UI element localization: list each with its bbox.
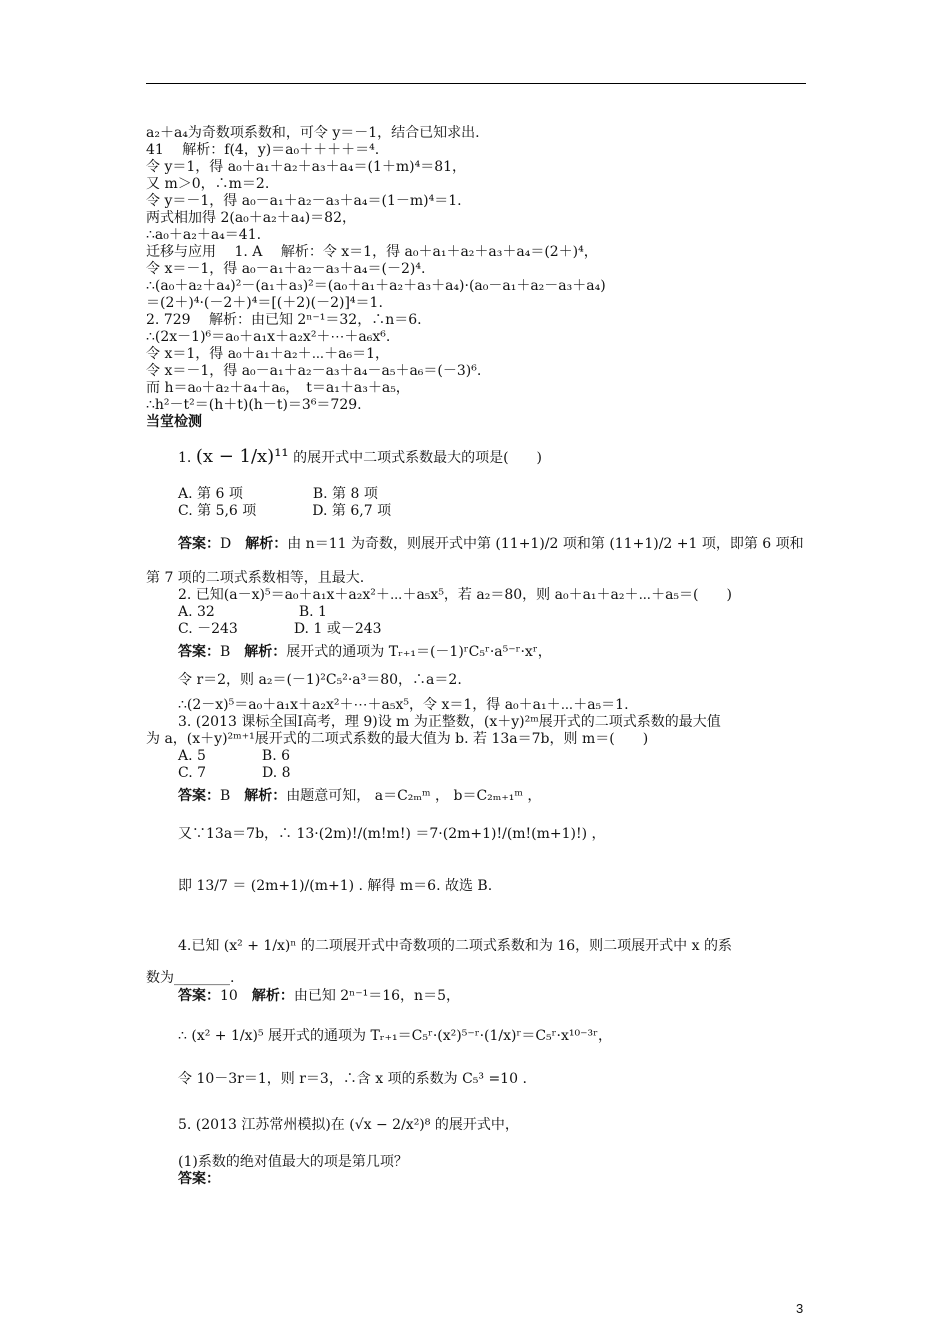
q5-answer-label: 答案： [178,1171,220,1187]
text-line: 41 解析：f(4，y)＝a₀＋＋＋＋＝⁴. [146,142,380,158]
q1-stem [178,448,542,467]
q3-line2: 又∵13a＝7b，∴ 13·(2m)!/(m!m!) ＝7·(2m+1)!/(m!(m+1)!) ， [178,826,606,842]
q2-options-ab: A. 32 B. 1 [178,604,327,620]
answer-label: 答案： [178,644,220,660]
text-line: ∴a₀＋a₂＋a₄＝41. [146,227,262,243]
analysis-label: 解析： [244,644,287,660]
text-line: 两式相加得 2(a₀＋a₂＋a₄)＝82， [146,210,356,226]
q3-answer [178,788,541,805]
analysis-text: 由已知 2ⁿ⁻¹＝16，n＝5， [293,988,460,1004]
q4-line2: ∴ (x² + 1/x)⁵ 展开式的通项为 Tᵣ₊₁＝C₅ʳ·(x²)⁵⁻ʳ·(1/x)ʳ＝C₅ʳ·x¹⁰⁻³ʳ， [178,1028,612,1044]
q3-stem-cont: 为 a，(x＋y)²ᵐ⁺¹展开式的二项式系数的最大值为 b. 若 13a＝7b，则 m＝( ) [146,731,649,747]
q5-sub1: (1)系数的绝对值最大的项是第几项？ [178,1154,408,1170]
q2-line2: 令 r＝2，则 a₂＝(－1)²C₅²·a³＝80，∴a＝2. [178,672,462,688]
text-line: 令 y＝－1，得 a₀－a₁＋a₂－a₃＋a₄＝(1－m)⁴＝1. [146,193,462,209]
text-line: 又 m＞0，∴m＝2. [146,176,270,192]
section-heading: 当堂检测 [146,414,202,430]
text-line: ∴h²－t²＝(h＋t)(h－t)＝3⁶＝729. [146,397,362,413]
q4-line3: 令 10－3r＝1，则 r＝3，∴含 x 项的系数为 C₅³ =10 . [178,1071,527,1087]
q1-tail: 的展开式中二项式系数最大的项是( ) [293,450,543,466]
q1-options-cd: C. 第 5,6 项 D. 第 6,7 项 [178,503,392,519]
q2-answer [178,644,552,661]
header-rule [146,83,806,84]
answer-value: B [220,788,245,804]
answer-value: 10 [220,988,252,1004]
q2-options-cd: C. －243 D. 1 或－243 [178,621,382,637]
text-line: 令 x＝－1，得 a₀－a₁＋a₂－a₃＋a₄＝(－2)⁴. [146,261,426,277]
answer-value: D [220,536,246,552]
analysis-label: 解析： [244,788,287,804]
text-line: ＝(2＋)⁴·(－2＋)⁴＝[(＋2)(－2)]⁴＝1. [146,295,383,311]
q2-line3: ∴(2－x)⁵＝a₀＋a₁x＋a₂x²＋⋯＋a₅x⁵，令 x＝1，得 a₀＋a₁＋⋯＋a₅＝1. [178,697,629,713]
q2-stem: 2. 已知(a－x)⁵＝a₀＋a₁x＋a₂x²＋⋯＋a₅x⁵，若 a₂＝80，则 a₀＋a₁＋a₂＋⋯＋a₅＝( ) [178,587,732,603]
q4-stem-cont: 数为________. [146,970,235,986]
q1-answer [178,536,804,553]
q1-number: 1. [178,450,192,466]
answer-label: 答案： [178,536,220,552]
q3-line3: 即 13/7 ＝ (2m+1)/(m+1) . 解得 m＝6. 故选 B. [178,878,493,894]
q1-options-ab: A. 第 6 项 B. 第 8 项 [178,486,378,502]
q3-stem: 3. (2013 课标全国Ⅰ高考，理 9)设 m 为正整数，(x＋y)²ᵐ展开式的二项式系数的最大值 [178,714,721,730]
q1-formula: (x − 1/x)¹¹ [195,446,289,467]
q4-answer [178,988,460,1005]
analysis-label: 解析： [245,536,288,552]
analysis-label: 解析： [251,988,294,1004]
q3-options-ab: A. 5 B. 6 [178,748,291,764]
text-line: 2. 729 解析：由已知 2ⁿ⁻¹＝32，∴n＝6. [146,312,422,328]
answer-label: 答案： [178,988,220,1004]
text-line: 令 y＝1，得 a₀＋a₁＋a₂＋a₃＋a₄＝(1＋m)⁴＝81， [146,159,467,175]
q1-analysis-cont: 第 7 项的二项式系数相等，且最大. [146,570,365,586]
text-line: 令 x＝1，得 a₀＋a₁＋a₂＋⋯＋a₆＝1， [146,346,390,362]
text-line: a₂＋a₄为奇数项系数和，可令 y＝－1，结合已知求出. [146,125,480,141]
answer-value: B [220,644,245,660]
text-line: 令 x＝－1，得 a₀－a₁＋a₂－a₃＋a₄－a₅＋a₆＝(－3)⁶. [146,363,482,379]
analysis-text: 由 n＝11 为奇数，则展开式中第 (11+1)/2 项和第 (11+1)/2 +1 项，即第 6 项和 [287,536,804,552]
text-line: ∴(a₀＋a₂＋a₄)²－(a₁＋a₃)²＝(a₀＋a₁＋a₂＋a₃＋a₄)·(a₀－a₁＋a₂－a₃＋a₄) [146,278,606,294]
analysis-text: 展开式的通项为 Tᵣ₊₁＝(－1)ʳC₅ʳ·a⁵⁻ʳ·xʳ， [286,644,552,660]
text-line: 而 h＝a₀＋a₂＋a₄＋a₆， t＝a₁＋a₃＋a₅， [146,380,410,396]
page-number: 3 [796,1301,804,1316]
q4-stem: 4.已知 (x² + 1/x)ⁿ 的二项展开式中奇数项的二项式系数和为 16，则二项展开式中 x 的系 [178,938,732,954]
q3-options-cd: C. 7 D. 8 [178,765,291,781]
text-line: ∴(2x－1)⁶＝a₀＋a₁x＋a₂x²＋⋯＋a₆x⁶. [146,329,391,345]
analysis-text: 由题意可知， a＝C₂ₘᵐ ， b＝C₂ₘ₊₁ᵐ ， [286,788,542,804]
answer-label: 答案： [178,788,220,804]
q5-stem: 5. (2013 江苏常州模拟)在 (√x − 2/x²)⁸ 的展开式中， [178,1117,519,1133]
text-line: 迁移与应用 1. A 解析：令 x＝1，得 a₀＋a₁＋a₂＋a₃＋a₄＝(2＋)⁴， [146,244,598,260]
